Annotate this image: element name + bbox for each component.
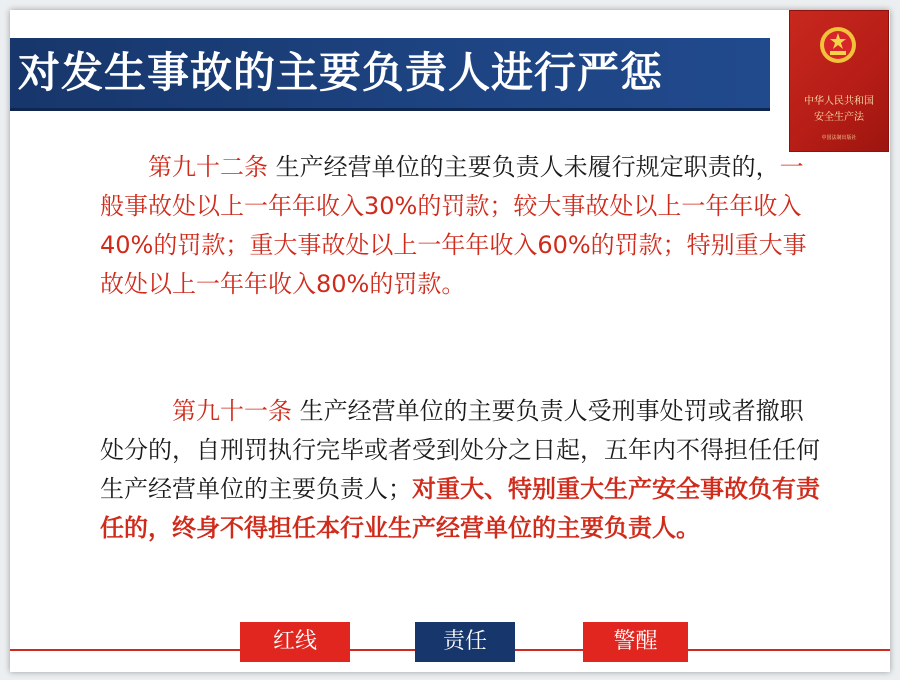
book-publisher: 中国法制出版社 (821, 135, 857, 141)
article-92-heading: 第九十二条 (148, 153, 268, 181)
warning-button[interactable]: 警醒 (583, 622, 688, 662)
page-title: 对发生事故的主要负责人进行严惩 (18, 48, 664, 97)
article-92-penalties: 一般事故处以上一年年收入30%的罚款；较大事故处以上一年年收入40%的罚款；重大事故处以上一年年收入60%的罚款；特别重大事故处以上一年年收入80%的罚款。 (100, 153, 807, 298)
article-91-text: 生产经营单位的主要负责人受刑事处罚或者撤职处分的，自刑罚执行完毕或者受到处分之日起，五年内不得担任任何生产经营单位的主要负责人； (100, 397, 820, 503)
responsibility-button[interactable]: 责任 (415, 622, 515, 662)
article-91-paragraph (100, 392, 820, 548)
article-91-lifetime-ban: 对重大、特别重大生产安全事故负有责任的，终身不得担任本行业生产经营单位的主要负责人。 (100, 475, 820, 542)
article-92-paragraph (100, 148, 820, 304)
slide (10, 10, 890, 672)
national-emblem-icon (818, 25, 858, 65)
article-92-text: 生产经营单位的主要负责人未履行规定职责的， (275, 153, 780, 181)
article-91-heading: 第九十一条 (172, 397, 292, 425)
book-title-line2: 安全生产法 (814, 112, 864, 123)
law-book-cover (789, 10, 889, 152)
book-title-line1: 中华人民共和国 (804, 96, 874, 107)
title-banner (10, 38, 770, 111)
redline-button[interactable]: 红线 (240, 622, 350, 662)
